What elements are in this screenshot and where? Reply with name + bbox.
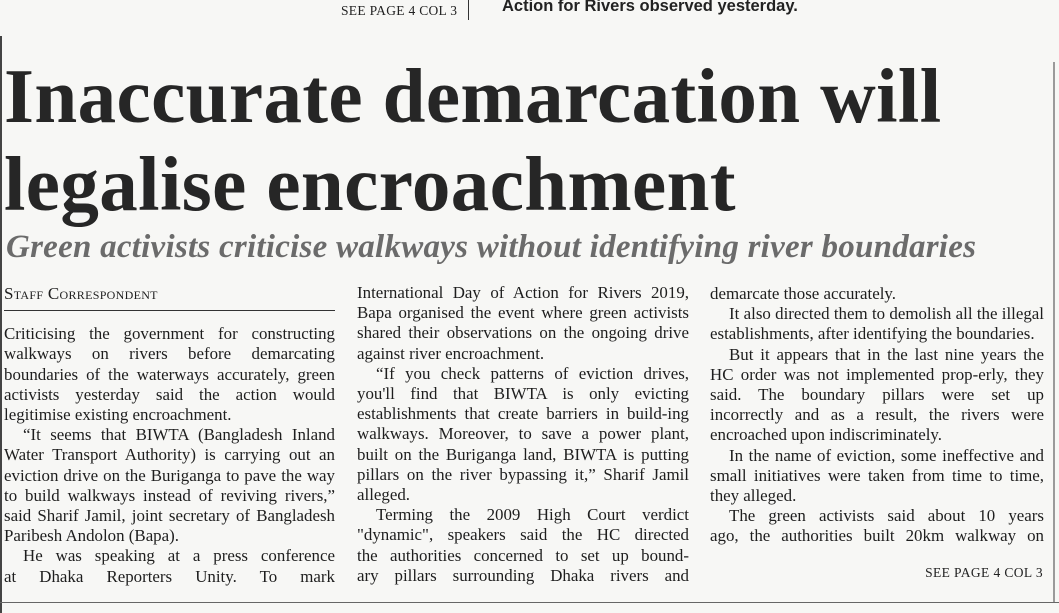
paragraph: “If you check patterns of eviction drives, you'll find that BIWTA is only evicting establishments that create barriers in build-ing walkways. Moreover, to save a power plant, built on the Buriganga land, BIWTA is putting pillars on the river bypassing it,” Sharif Jamil alleged. (357, 363, 689, 505)
column-divider (468, 0, 469, 20)
left-border-rule (0, 36, 2, 613)
paragraph: Terming the 2009 High Court verdict "dynamic", speakers said the HC directed the authorities concerned to set up bound-ary pillars surrounding Dhaka rivers and (357, 505, 689, 585)
paragraph: It also directed them to demolish all the illegal establishments, after identifying the boundaries. (710, 304, 1044, 344)
article-column-2 (357, 283, 689, 586)
byline: Staff Correspondent (4, 284, 335, 311)
top-jump-reference: SEE PAGE 4 COL 3 (341, 3, 458, 18)
paragraph: Criticising the government for constructing walkways on rivers before demarcating boundaries of the waterways accurately, green activists yesterday said the action would legitimise existing encroachment. (4, 324, 335, 425)
paragraph: The green activists said about 10 years ago, the authorities built 20km walkway on (710, 506, 1044, 546)
paragraph: International Day of Action for Rivers 2019, Bapa organised the event where green activists shared their observations on the ongoing drive against river encroachment. (357, 283, 689, 363)
paragraph: demarcate those accurately. (710, 284, 896, 303)
paragraph: But it appears that in the last nine years the HC order was not implemented prop-erly, they said. The boundary pillars were set up incorrectly and as a result, the rivers were encroached upon indiscriminately. (710, 344, 1044, 445)
article-column-1 (4, 284, 335, 587)
article-column-3 (710, 284, 1044, 547)
top-teaser-text: Action for Rivers observed yesterday. (502, 0, 798, 15)
paragraph: He was speaking at a press conference at Dhaka Reporters Unity. To mark (4, 546, 335, 586)
bottom-rule (0, 602, 1059, 603)
continuation-jump-link[interactable]: SEE PAGE 4 COL 3 (925, 565, 1043, 580)
paragraph: In the name of eviction, some ineffective and small initiatives were taken from time to time, they alleged. (710, 445, 1044, 506)
subheadline: Green activists criticise walkways without identifying river boundaries (6, 229, 977, 265)
headline: Inaccurate demarcation will legalise encroachment (4, 53, 942, 227)
paragraph: “It seems that BIWTA (Bangladesh Inland Water Transport Authority) is carrying out an eviction drive on the Buriganga to pave the way to build walkways instead of reviving rivers,” said Sharif Jamil, joint secretary of Bangladesh Paribesh Andolon (Bapa). (4, 425, 335, 546)
